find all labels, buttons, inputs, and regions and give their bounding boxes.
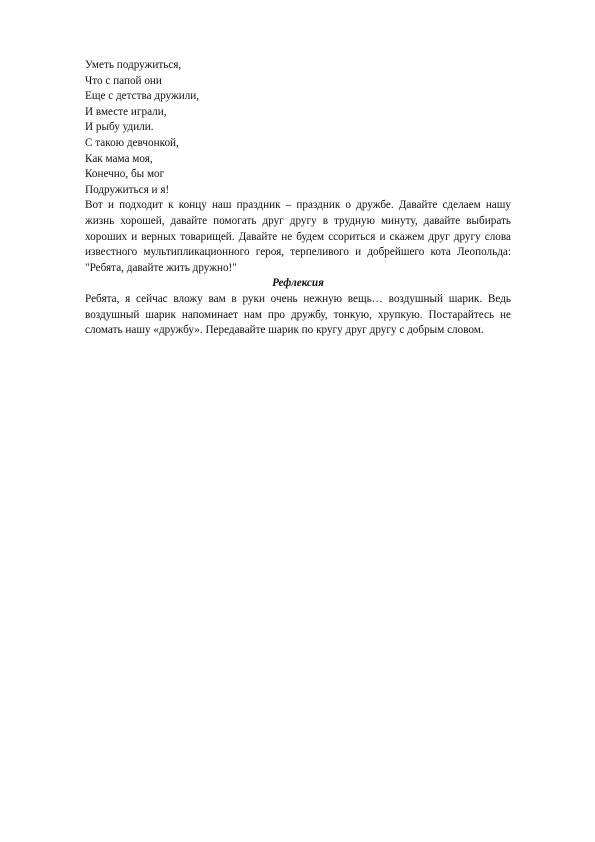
poem-line-2: Что с папой они — [85, 74, 162, 87]
poem — [85, 58, 511, 198]
reflection-paragraph: Ребята, я сейчас вложу вам в руки очень нежную вещь… воздушный шарик. Ведь воздушный шарик напоминает нам про дружбу, тонкую, хрупкую. Постарайтесь не сломать нашу «дружбу». Передавайте шарик по кругу друг другу с добрым словом. — [85, 292, 511, 337]
poem-line-7: Как мама моя, — [85, 152, 153, 165]
closing-paragraph: Вот и подходит к концу наш праздник – праздник о дружбе. Давайте сделаем нашу жизнь хорошей, давайте помогать друг другу в трудную минуту, давайте выбирать хороших и верных товарищей. Давайте не будем ссориться и скажем друг другу слова известного мультипликационного героя, терпеливого и добрейшего кота Леопольда: "Ребята, давайте жить дружно!" — [85, 199, 511, 274]
poem-line-9: Подружиться и я! — [85, 183, 170, 196]
reflection-heading: Рефлексия — [272, 277, 324, 290]
poem-line-4: И вместе играли, — [85, 105, 167, 118]
poem-line-1: Уметь подружиться, — [85, 59, 182, 71]
poem-line-5: И рыбу удили. — [85, 121, 154, 134]
document-body — [85, 58, 511, 339]
poem-line-8: Конечно, бы мог — [85, 168, 165, 181]
poem-line-6: С такою девчонкой, — [85, 136, 179, 149]
poem-line-3: Еще с детства дружили, — [85, 90, 200, 103]
